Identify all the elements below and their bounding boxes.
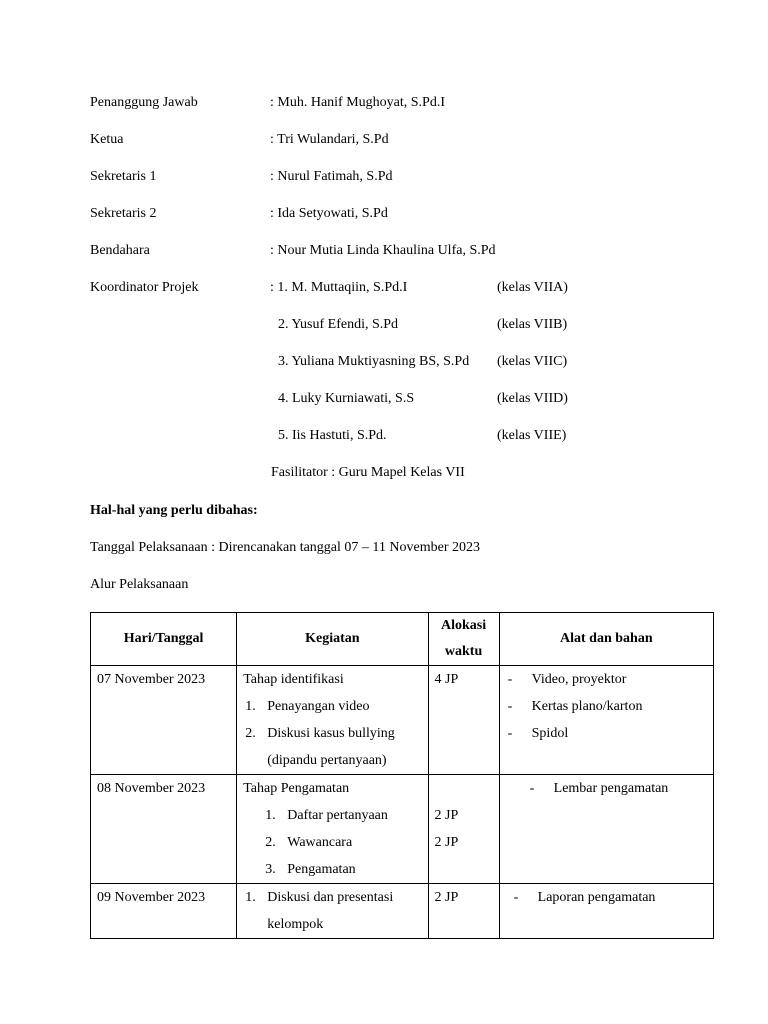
cell-alat xyxy=(499,775,713,884)
table-header-row xyxy=(91,613,714,666)
koordinator-kelas: (kelas VIIE) xyxy=(497,428,567,443)
koordinator-item: : 1. M. Muttaqiin, S.Pd.I xyxy=(270,280,408,295)
koordinator-item: 4. Luky Kurniawati, S.S xyxy=(278,391,415,406)
koordinator-kelas: (kelas VIIC) xyxy=(497,354,568,369)
koordinator-item: 3. Yuliana Muktiyasning BS, S.Pd xyxy=(278,354,470,369)
label-penanggung-jawab: Penanggung Jawab xyxy=(90,95,198,110)
fasilitator-text: Fasilitator : Guru Mapel Kelas VII xyxy=(271,465,465,480)
kegiatan-item: 1. Penayangan video xyxy=(245,699,370,714)
cell-date: 07 November 2023 xyxy=(91,666,237,775)
section-heading: Hal-hal yang perlu dibahas: xyxy=(90,503,258,518)
value-sekretaris-1: : Nurul Fatimah, S.Pd xyxy=(270,169,393,184)
label-koordinator-projek: Koordinator Projek xyxy=(90,280,199,295)
cell-kegiatan xyxy=(237,775,428,884)
alat-item: - Laporan pengamatan xyxy=(513,890,656,905)
header-alat-bahan: Alat dan bahan xyxy=(499,613,713,666)
kegiatan-item-continued: kelompok xyxy=(267,917,324,932)
cell-kegiatan xyxy=(237,884,428,939)
header-alokasi-line1: Alokasi xyxy=(441,618,487,633)
kegiatan-item-continued: (dipandu pertanyaan) xyxy=(267,753,387,768)
alur-pelaksanaan-table xyxy=(90,612,714,939)
kegiatan-item: 2. Wawancara xyxy=(265,835,353,850)
cell-alokasi: 2 JP xyxy=(428,884,499,939)
cell-kegiatan xyxy=(237,666,428,775)
header-hari-tanggal: Hari/Tanggal xyxy=(91,613,237,666)
value-penanggung-jawab: : Muh. Hanif Mughoyat, S.Pd.I xyxy=(270,95,445,110)
kegiatan-item: 3. Pengamatan xyxy=(265,862,356,877)
alat-item: - Video, proyektor xyxy=(507,672,627,687)
alur-title: Alur Pelaksanaan xyxy=(90,577,189,592)
cell-date: 09 November 2023 xyxy=(91,884,237,939)
kegiatan-title: Tahap identifikasi xyxy=(243,672,344,687)
koordinator-item: 2. Yusuf Efendi, S.Pd xyxy=(278,317,399,332)
table-row xyxy=(91,775,714,884)
cell-alokasi: 4 JP xyxy=(428,666,499,775)
koordinator-item: 5. Iis Hastuti, S.Pd. xyxy=(278,428,387,443)
koordinator-kelas: (kelas VIIB) xyxy=(497,317,568,332)
label-bendahara: Bendahara xyxy=(90,243,150,258)
value-bendahara: : Nour Mutia Linda Khaulina Ulfa, S.Pd xyxy=(270,243,496,258)
kegiatan-item: 1. Diskusi dan presentasi xyxy=(245,890,394,905)
alat-item: - Spidol xyxy=(507,726,569,741)
label-sekretaris-2: Sekretaris 2 xyxy=(90,206,157,221)
header-kegiatan: Kegiatan xyxy=(237,613,428,666)
tanggal-pelaksanaan: Tanggal Pelaksanaan : Direncanakan tanggal 07 – 11 November 2023 xyxy=(90,540,480,555)
header-alokasi-waktu xyxy=(428,613,499,666)
cell-date: 08 November 2023 xyxy=(91,775,237,884)
kegiatan-title: Tahap Pengamatan xyxy=(243,781,350,796)
koordinator-kelas: (kelas VIIA) xyxy=(497,280,568,295)
table-row xyxy=(91,666,714,775)
header-alokasi-line2: waktu xyxy=(444,644,483,659)
alat-item: - Lembar pengamatan xyxy=(529,781,669,796)
cell-alat xyxy=(499,884,713,939)
label-sekretaris-1: Sekretaris 1 xyxy=(90,169,157,184)
alokasi-item: 2 JP xyxy=(434,835,459,850)
alokasi-item: 2 JP xyxy=(434,808,459,823)
alat-item: - Kertas plano/karton xyxy=(507,699,643,714)
kegiatan-item: 1. Daftar pertanyaan xyxy=(265,808,388,823)
cell-alat xyxy=(499,666,713,775)
value-sekretaris-2: : Ida Setyowati, S.Pd xyxy=(270,206,388,221)
koordinator-kelas: (kelas VIID) xyxy=(497,391,568,406)
table-row xyxy=(91,884,714,939)
cell-alokasi xyxy=(428,775,499,884)
value-ketua: : Tri Wulandari, S.Pd xyxy=(270,132,389,147)
kegiatan-item: 2. Diskusi kasus bullying xyxy=(245,726,395,741)
label-ketua: Ketua xyxy=(90,132,124,147)
